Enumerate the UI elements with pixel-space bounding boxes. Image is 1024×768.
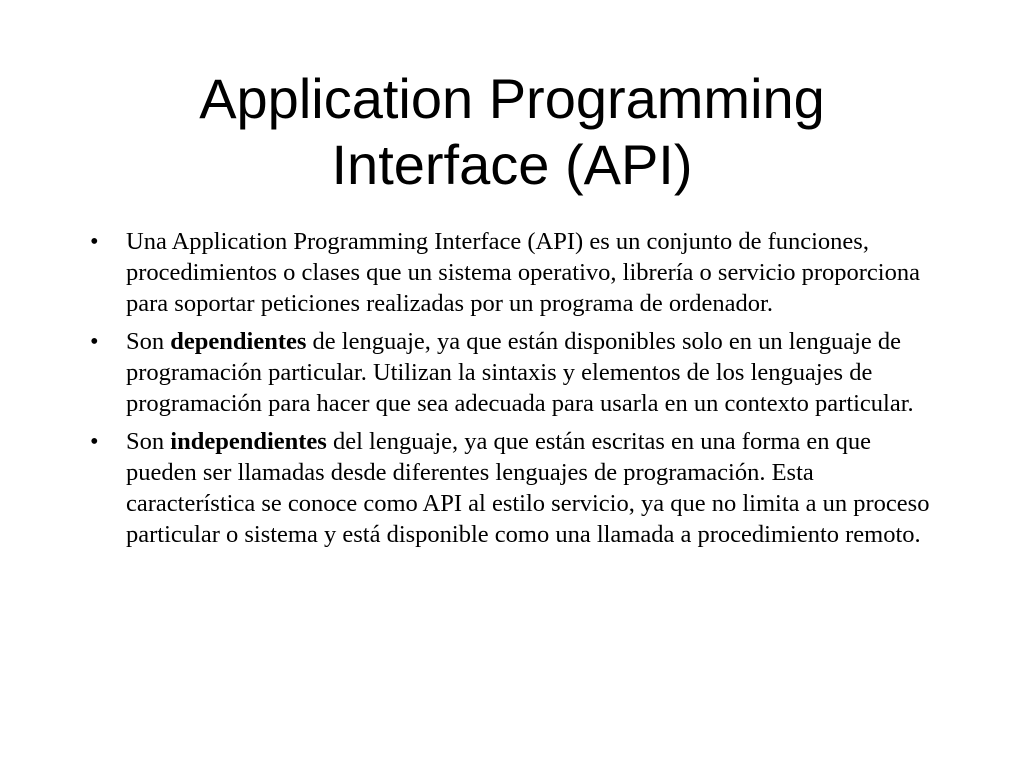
bullet-text: Una Application Programming Interface (API) es un conjunto de funciones, procedimientos o clases que un sistema operativo, librería o servicio proporciona para soportar peticiones realizadas por un programa de ordenador.: [126, 228, 920, 317]
bullet-list: [90, 226, 935, 557]
bullet-text-prefix: Son: [126, 428, 171, 455]
bullet-dot-icon: •: [90, 428, 99, 455]
bullet-item: [90, 226, 935, 319]
bullet-text-suffix: del lenguaje, ya que están escritas en una forma en que pueden ser llamadas desde diferentes lenguajes de programación. Esta característica se conoce como API al estilo servicio, ya que no limita a un proceso particular o sistema y está disponible como una llamada a procedimiento remoto.: [126, 428, 930, 548]
bullet-text-suffix: de lenguaje, ya que están disponibles solo en un lenguaje de programación particular. Utilizan la sintaxis y elementos de los lenguajes de programación para hacer que sea adecuada para usarla en un contexto particular.: [126, 328, 914, 417]
bullet-text: [126, 428, 929, 548]
slide-title: [80, 66, 944, 198]
bullet-dot-icon: •: [90, 328, 99, 355]
bullet-item: [90, 426, 935, 550]
slide-title-line-1: Application Programming: [199, 67, 825, 130]
bullet-text: [126, 328, 914, 417]
bullet-item: [90, 326, 935, 419]
bullet-text-bold: independientes: [170, 428, 327, 455]
bullet-text-bold: dependientes: [170, 328, 307, 355]
bullet-text-prefix: Son: [126, 328, 171, 355]
bullet-dot-icon: •: [90, 228, 99, 255]
slide-title-line-2: Interface (API): [331, 133, 693, 196]
